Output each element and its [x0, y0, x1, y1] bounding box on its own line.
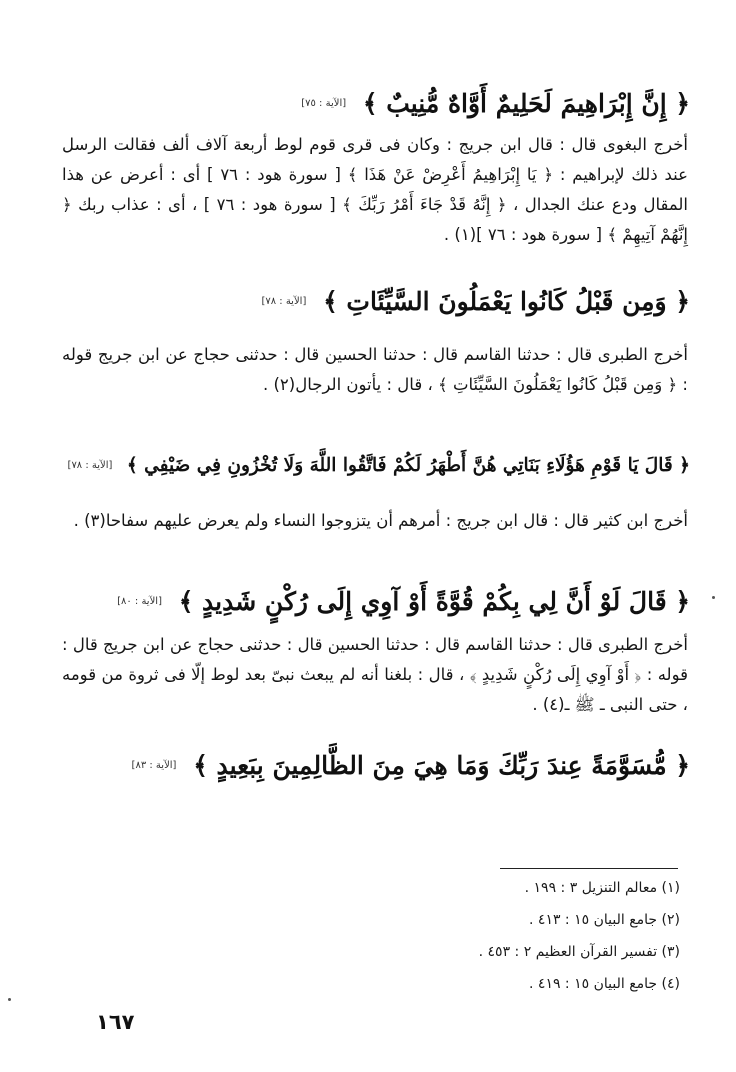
verse-reference: [الآية : ٧٨]: [67, 460, 113, 471]
verse-heading-78b: [60, 444, 690, 488]
verse-heading-83: [60, 742, 690, 786]
footnote-divider: [500, 868, 678, 869]
verse-reference: [الآية : ٨٣]: [131, 759, 177, 771]
verse-reference: [الآية : ٧٥]: [301, 97, 347, 109]
verse-text: ﴿ قَالَ لَوْ أَنَّ لِي بِكُمْ قُوَّةً أَوْ آوِي إِلَى رُكْنٍ شَدِيدٍ ﴾: [178, 586, 690, 616]
scan-speck: [8, 998, 11, 1001]
commentary-paragraph-4: أخرج الطبرى قال : حدثنا القاسم قال : حدثنا الحسين قال : حدثنى حجاج عن ابن جريج قال : قوله : ﴿ أَوْ آوِي إِلَى رُكْنٍ شَدِيدٍ ﴾ ، قال : بلغنا أنه لم يبعث نبىّ بعد لوط إلّا فى ثروة من قومه ، حتى النبى ـ ﷺ ـ(٤) .: [62, 635, 688, 714]
footnote-4: (٤) جامع البيان ١٥ : ٤١٩ .: [529, 976, 680, 992]
footnote-1: (١) معالم التنزيل ٣ : ١٩٩ .: [524, 880, 680, 896]
verse-text: ﴿ إِنَّ إِبْرَاهِيمَ لَحَلِيمٌ أَوَّاهٌ مُّنِيبٌ ﴾: [362, 88, 690, 118]
commentary-paragraph-1: أخرج البغوى قال : قال ابن جريج : وكان فى قرى قوم لوط أربعة آلاف ألف فقالت الرسل عند ذلك لإبراهيم : ﴿ يَا إِبْرَاهِيمُ أَعْرِضْ عَنْ هَذَا ﴾ [ سورة هود : ٧٦ ] أى : أعرض عن هذا المقال ودع عنك الجدال ، ﴿ إِنَّهُ قَدْ جَاءَ أَمْرُ رَبِّكَ ﴾ [ سورة هود : ٧٦ ] ، أى : عذاب ربك ﴿ إِنَّهُمْ آتِيهِمْ ﴾ [ سورة هود : ٧٦ ](١) .: [62, 135, 688, 244]
commentary-paragraph-3: أخرج ابن كثير قال : قال ابن جريج : أمرهم أن يتزوجوا النساء ولم يعرض عليهم سفاحا(٣) .: [73, 511, 688, 530]
verse-reference: [الآية : ٨٠]: [117, 595, 162, 607]
verse-text: ﴿ مُّسَوَّمَةً عِندَ رَبِّكَ وَمَا هِيَ مِنَ الظَّالِمِينَ بِبَعِيدٍ ﴾: [193, 750, 690, 780]
page-number: ١٦٧: [96, 1010, 135, 1034]
scan-speck: [712, 596, 715, 599]
verse-heading-78a: [60, 278, 690, 322]
verse-heading-75: [60, 80, 690, 124]
verse-heading-80: [60, 578, 690, 622]
verse-text: ﴿ قَالَ يَا قَوْمِ هَؤُلَاءِ بَنَاتِي هُنَّ أَطْهَرُ لَكُمْ فَاتَّقُوا اللَّهَ وَلَا تُخْزُونِ فِي ضَيْفِي ﴾: [126, 455, 690, 476]
commentary-paragraph-2: أخرج الطبرى قال : حدثنا القاسم قال : حدثنا الحسين قال : حدثنى حجاج عن ابن جريج قوله : ﴿ وَمِن قَبْلُ كَانُوا يَعْمَلُونَ السَّيِّئَاتِ ﴾ ، قال : يأتون الرجال(٢) .: [62, 345, 688, 394]
verse-reference: [الآية : ٧٨]: [261, 295, 307, 307]
footnote-3: (٣) تفسير القرآن العظيم ٢ : ٤٥٣ .: [478, 944, 680, 960]
verse-text: ﴿ وَمِن قَبْلُ كَانُوا يَعْمَلُونَ السَّيِّئَاتِ ﴾: [323, 286, 690, 316]
footnote-2: (٢) جامع البيان ١٥ : ٤١٣ .: [529, 912, 680, 928]
